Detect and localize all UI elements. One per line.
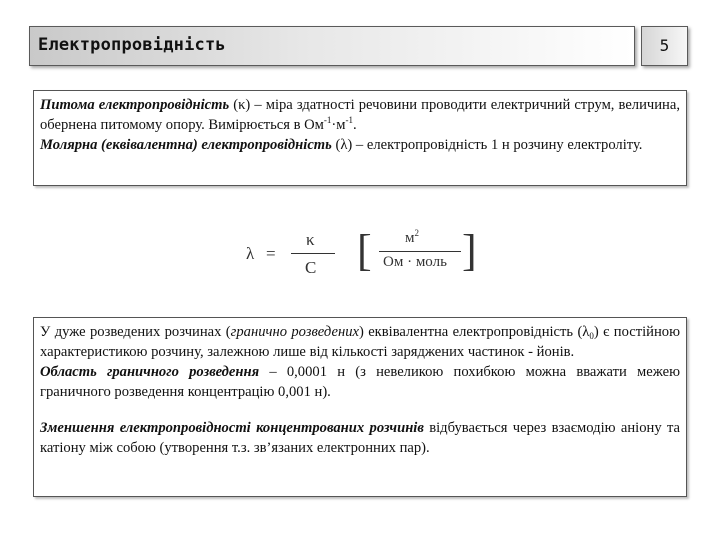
unit-numerator	[405, 230, 419, 247]
unit-middle: ·м	[331, 117, 346, 133]
definition-specific-conductivity	[40, 95, 680, 135]
dilution-italic-term: гранично розведених	[230, 324, 359, 340]
unit-open-bracket: [	[357, 226, 372, 275]
formula-lambda: λ	[246, 244, 255, 263]
dilution-box	[33, 317, 687, 497]
unit-exponent-2: -1	[345, 115, 354, 125]
unit-close-bracket: ]	[462, 226, 477, 275]
dilution-text-mid: ) еквівалентна електропровідність (λ	[358, 324, 590, 340]
definitions-box	[33, 90, 687, 186]
decrease-term: Зменшення електропровідності концентрованих розчинів	[40, 420, 424, 436]
term-specific-conductivity: Питома електропровідність	[40, 97, 230, 113]
slide-number: 5	[641, 26, 688, 66]
decrease-paragraph	[40, 418, 680, 458]
unit-fraction-line	[379, 251, 461, 252]
decrease-text: відбувається через взаємодію аніону та катіону між собою (утворення т.з. зв’язаних електронних пар).	[40, 420, 680, 456]
term-molar-conductivity: Молярна (еквівалентна) електропровідність	[40, 137, 332, 153]
title-bar	[29, 26, 635, 66]
dilution-text-start: У дуже розведених розчинах (	[40, 324, 231, 340]
slide-title: Електропровідність	[38, 35, 226, 55]
lambda-subscript: 0	[589, 331, 594, 341]
unit-numerator-base: м	[405, 230, 415, 246]
formula-numerator: κ	[306, 230, 315, 249]
unit-denominator: Ом · моль	[383, 254, 447, 270]
formula-denominator: C	[305, 258, 317, 277]
dilution-paragraph	[40, 322, 680, 362]
limiting-dilution-term: Область граничного розведення	[40, 364, 260, 380]
unit-end: .	[353, 117, 357, 133]
symbol-lambda: (λ)	[335, 137, 353, 153]
limiting-dilution-text: – 0,0001 н (з невеликою похибкою можна вважати межею граничного розведення концентрацію 0,001 н).	[40, 364, 680, 400]
unit-exponent-1: -1	[323, 115, 332, 125]
formula-fraction-line	[291, 253, 335, 254]
definition-text-2: – електропровідність 1 н розчину електроліту.	[352, 137, 643, 153]
definition-text-1: – міра здатності речовини проводити електричний струм, величина, обернена питомому опору. Вимірюється в Ом	[40, 97, 680, 133]
limiting-dilution-paragraph	[40, 362, 680, 402]
paragraph-gap	[40, 402, 680, 418]
symbol-kappa: (κ)	[233, 97, 251, 113]
unit-numerator-exponent: 2	[414, 228, 419, 238]
definition-molar-conductivity	[40, 135, 680, 155]
formula-equals: =	[266, 244, 276, 263]
dilution-text-end: ) є постійною характеристикою розчину, залежною лише від кількості заряджених частинок - йонів.	[40, 324, 680, 360]
